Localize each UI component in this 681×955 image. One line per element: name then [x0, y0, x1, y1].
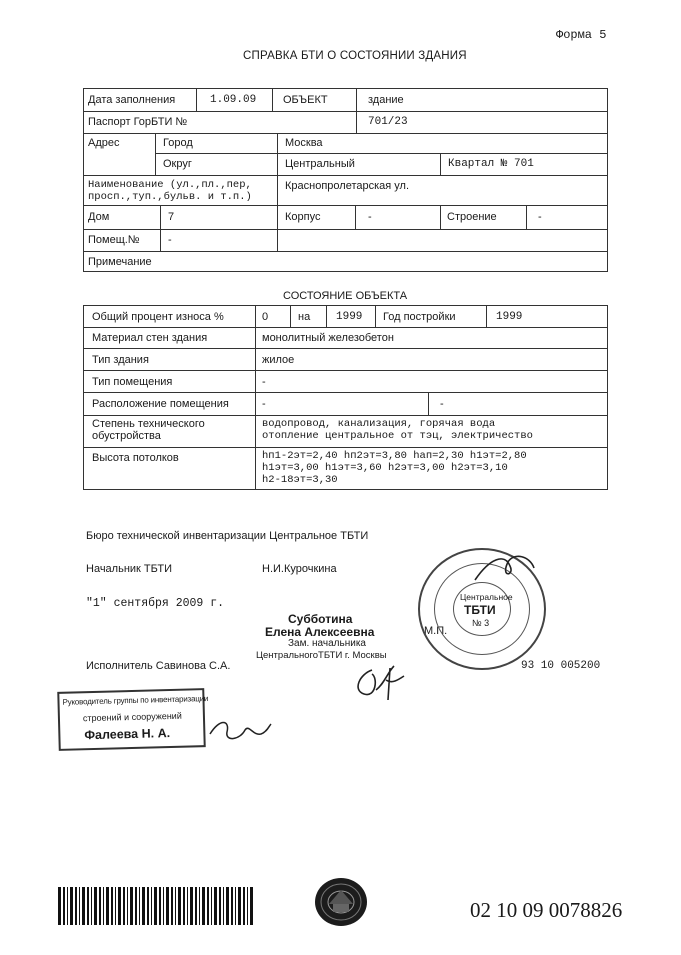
barcode-bar: [106, 887, 109, 925]
passport-value: 701/23: [368, 116, 408, 128]
premises-value: -: [168, 234, 172, 246]
barcode-bar: [94, 887, 97, 925]
barcode-bar: [238, 887, 241, 925]
object-label: ОБЪЕКТ: [283, 94, 328, 106]
barcode-bar: [151, 887, 152, 925]
barcode-bar: [231, 887, 233, 925]
signer-name: Елена Алексеевна: [265, 625, 375, 639]
rect-stamp-line-3: Фалеева Н. А.: [84, 725, 171, 743]
barcode-bar: [154, 887, 157, 925]
premises-label: Помещ.№: [88, 234, 140, 246]
house-label: Дом: [88, 211, 110, 223]
na-label: на: [298, 311, 311, 323]
barcode-bar: [111, 887, 113, 925]
house-value: 7: [168, 211, 175, 223]
barcode-bar: [235, 887, 236, 925]
barcode-bar: [91, 887, 92, 925]
barcode-bar: [75, 887, 77, 925]
address-label: Адрес: [88, 137, 120, 149]
barcode-bar: [243, 887, 245, 925]
room-type-value: -: [262, 376, 266, 388]
location-value-1: -: [262, 398, 266, 410]
material-label: Материал стен здания: [92, 332, 208, 344]
barcode-bar: [139, 887, 140, 925]
barcode-bar: [190, 887, 193, 925]
barcode-bar: [247, 887, 248, 925]
barcode-bar: [67, 887, 68, 925]
rect-stamp-line-1: Руководитель группы по инвентаризации: [62, 693, 209, 707]
barcode-bar: [118, 887, 121, 925]
korpus-value: -: [368, 211, 372, 223]
executor: Исполнитель Савинова С.А.: [86, 660, 231, 672]
barcode-bar: [135, 887, 137, 925]
barcode-bar: [175, 887, 176, 925]
built-year: 1999: [496, 311, 523, 323]
date-label: Дата заполнения: [88, 94, 176, 106]
rect-stamp-line-2: строений и сооружений: [82, 710, 182, 724]
chief-name: Н.И.Курочкина: [262, 563, 337, 575]
object-value: здание: [368, 94, 404, 106]
barcode-bar: [123, 887, 125, 925]
date-value: 1.09.09: [210, 94, 257, 106]
location-value-2: -: [440, 398, 444, 410]
barcode-bar: [127, 887, 128, 925]
barcode-bar: [63, 887, 65, 925]
ceiling-value-line-2: h1эт=3,00 h1эт=3,60 h2эт=3,00 h2эт=3,10: [262, 462, 508, 474]
barcode-bar: [58, 887, 61, 925]
seal-inner-line-2: ТБТИ: [464, 603, 496, 617]
hologram-emblem-icon: [313, 876, 369, 928]
na-year: 1999: [336, 311, 363, 323]
signer-org: ЦентральногоТБТИ г. Москвы: [256, 650, 387, 661]
barcode-bar: [250, 887, 253, 925]
barcode-bar: [178, 887, 181, 925]
barcode-bar: [187, 887, 188, 925]
barcode-bar: [199, 887, 200, 925]
barcode-bar: [115, 887, 116, 925]
barcode-bar: [219, 887, 221, 925]
signature-faleeva: [205, 712, 275, 747]
wear-value: 0: [262, 311, 269, 323]
barcode-bar: [163, 887, 164, 925]
barcode-bar: [207, 887, 209, 925]
tech-value-line-2: отопление центральное от тэц, электричество: [262, 430, 533, 442]
city-value: Москва: [285, 137, 323, 149]
section-title-state: СОСТОЯНИЕ ОБЪЕКТА: [283, 290, 408, 302]
tech-label-line-1: Степень технического: [92, 418, 205, 430]
barcode-bar: [142, 887, 145, 925]
district-label: Округ: [163, 158, 192, 170]
street-label-line-1: Наименование (ул.,пл.,пер,: [88, 179, 252, 191]
barcode-bar: [211, 887, 212, 925]
stroenie-value: -: [538, 211, 542, 223]
tech-value-line-1: водопровод, канализация, горячая вода: [262, 418, 496, 430]
issue-date: "1" сентября 2009 г.: [86, 597, 225, 610]
material-value: монолитный железобетон: [262, 332, 394, 344]
barcode-bar: [87, 887, 89, 925]
building-type-label: Тип здания: [92, 354, 149, 366]
barcode: [58, 887, 258, 925]
room-type-label: Тип помещения: [92, 376, 173, 388]
serial-number: 02 10 09 0078826: [470, 898, 623, 922]
signer-position: Зам. начальника: [288, 638, 366, 649]
passport-label: Паспорт ГорБТИ №: [88, 116, 188, 128]
barcode-bar: [166, 887, 169, 925]
mp-label: М.П.: [424, 625, 448, 637]
barcode-bar: [171, 887, 173, 925]
signature-executor: [342, 660, 412, 705]
barcode-bar: [147, 887, 149, 925]
bureau-name: Бюро технической инвентаризации Центральное ТБТИ: [86, 530, 369, 542]
built-label: Год постройки: [383, 311, 456, 323]
barcode-bar: [195, 887, 197, 925]
ceiling-label: Высота потолков: [92, 452, 179, 464]
signer-surname: Субботина: [288, 612, 353, 626]
form-label: Форма 5: [556, 28, 607, 42]
barcode-bar: [130, 887, 133, 925]
ceiling-value-line-3: h2-18эт=3,30: [262, 474, 338, 486]
stroenie-label: Строение: [447, 211, 497, 223]
barcode-bar: [214, 887, 217, 925]
district-value: Центральный: [285, 158, 355, 170]
document-code: 93 10 005200: [521, 660, 601, 672]
quarter-label: Квартал № 701: [448, 158, 534, 170]
tech-label-line-2: обустройства: [92, 430, 161, 442]
barcode-bar: [99, 887, 101, 925]
korpus-label: Корпус: [285, 211, 321, 223]
signature-chief: [470, 548, 540, 588]
barcode-bar: [79, 887, 80, 925]
barcode-bar: [82, 887, 85, 925]
building-type-value: жилое: [262, 354, 295, 366]
barcode-bar: [183, 887, 185, 925]
seal-inner-line-3: № 3: [472, 618, 490, 628]
barcode-bar: [226, 887, 229, 925]
street-value: Краснопролетарская ул.: [285, 180, 410, 192]
chief-label: Начальник ТБТИ: [86, 563, 172, 575]
note-label: Примечание: [88, 256, 152, 268]
ceiling-value-line-1: hп1-2эт=2,40 hп2эт=3,80 hап=2,30 h1эт=2,80: [262, 450, 527, 462]
barcode-bar: [223, 887, 224, 925]
street-label-line-2: просп.,туп.,бульв. и т.п.): [88, 191, 252, 203]
seal-inner-line-1: Центральное: [460, 592, 513, 602]
wear-label: Общий процент износа %: [92, 311, 224, 323]
rect-stamp: [57, 688, 209, 751]
city-label: Город: [163, 137, 193, 149]
barcode-bar: [159, 887, 161, 925]
barcode-bar: [70, 887, 73, 925]
barcode-bar: [103, 887, 104, 925]
barcode-bar: [202, 887, 205, 925]
document-title: СПРАВКА БТИ О СОСТОЯНИИ ЗДАНИЯ: [243, 50, 467, 62]
location-label: Расположение помещения: [92, 398, 229, 410]
